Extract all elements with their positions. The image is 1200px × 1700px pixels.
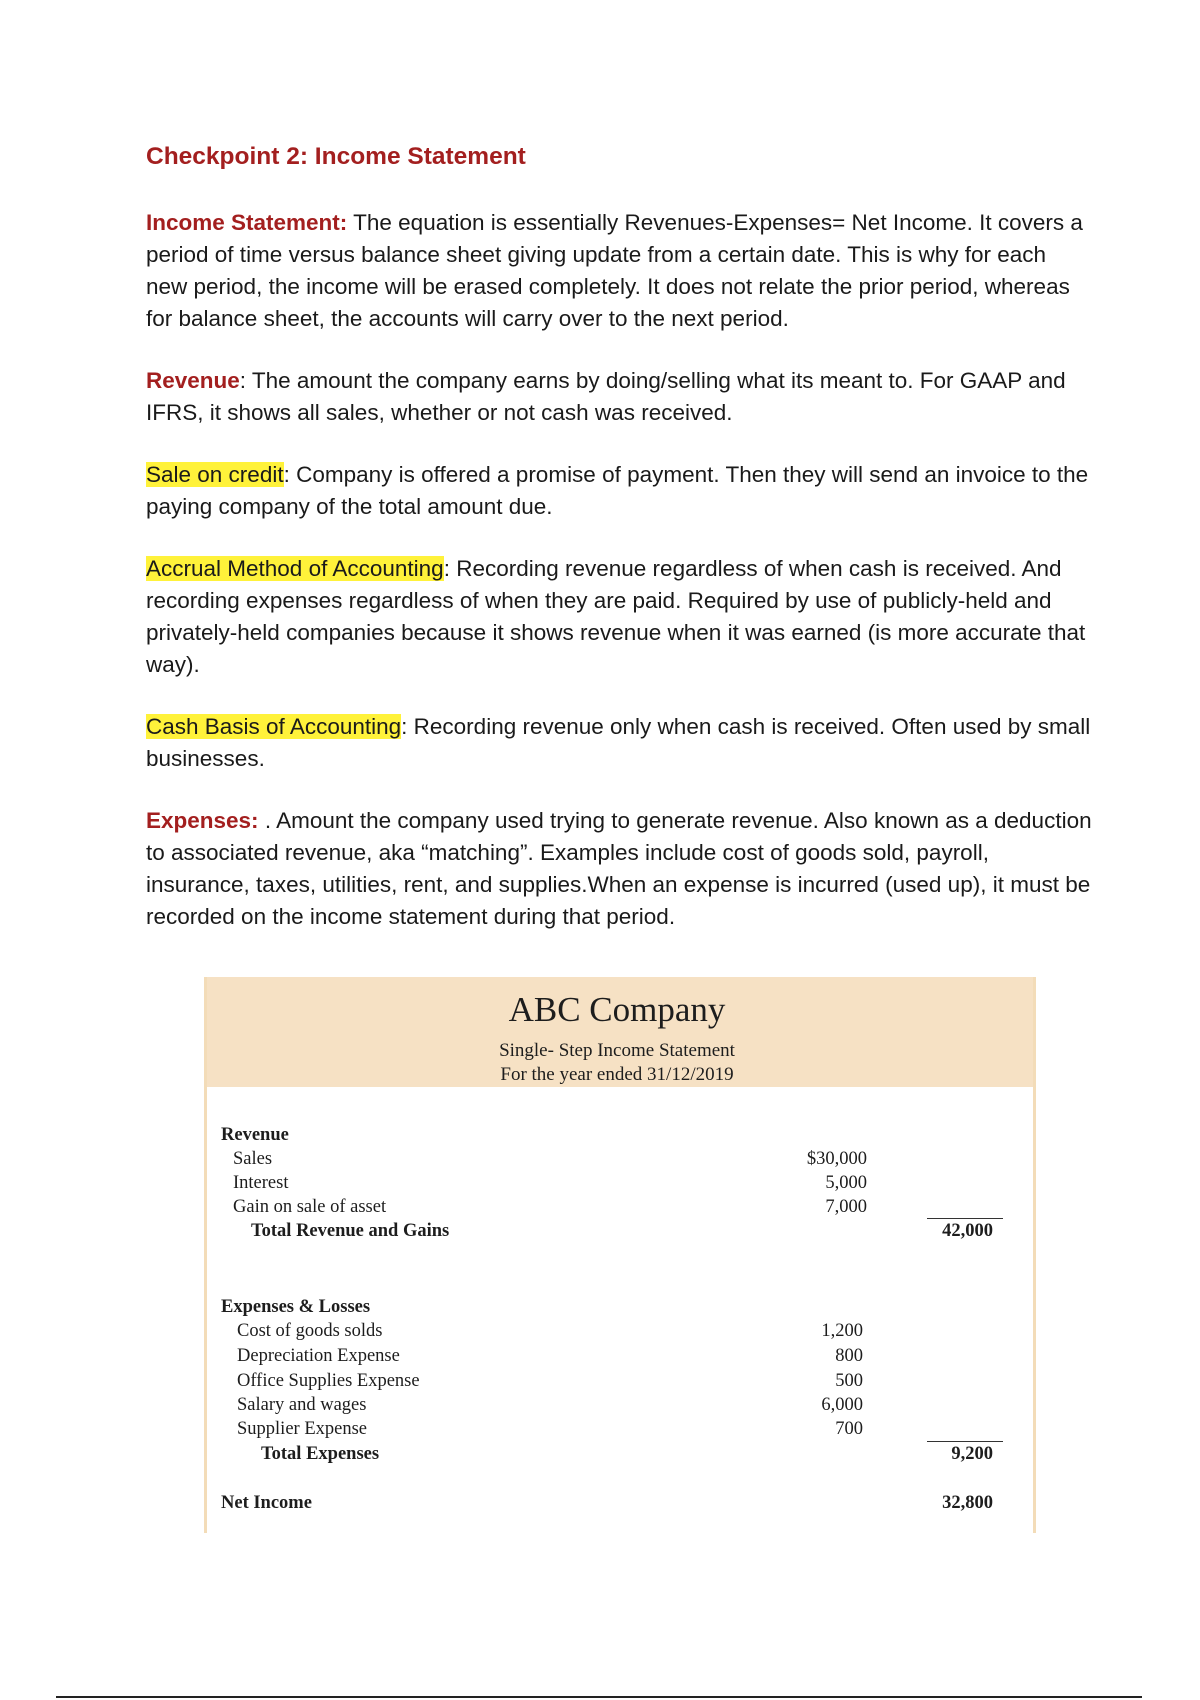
- paragraph-cash-basis: [146, 711, 1092, 775]
- line-item-label: Depreciation Expense: [237, 1346, 400, 1366]
- page-title: Checkpoint 2: Income Statement: [146, 143, 526, 170]
- paragraph-revenue: [146, 365, 1092, 429]
- paragraph-income-statement: [146, 207, 1092, 335]
- line-item-label: Interest: [233, 1173, 289, 1193]
- term-sale-on-credit: Sale on credit: [146, 462, 284, 488]
- statement-row: [207, 1393, 1033, 1418]
- line-item-label: Sales: [233, 1149, 273, 1169]
- statement-row: [207, 1319, 1033, 1344]
- statement-row: [207, 1344, 1033, 1369]
- line-item-label: Cost of goods solds: [237, 1321, 383, 1341]
- total-expenses-label: Total Expenses: [261, 1444, 380, 1464]
- line-item-label: Supplier Expense: [237, 1419, 367, 1439]
- line-item-amount: 6,000: [821, 1395, 863, 1415]
- net-income-amount: 32,800: [942, 1493, 993, 1513]
- revenue-heading: Revenue: [221, 1125, 289, 1145]
- statement-row: [207, 1417, 1033, 1442]
- total-revenue-label: Total Revenue and Gains: [251, 1221, 450, 1241]
- total-expenses-amount: 9,200: [951, 1444, 993, 1464]
- expenses-heading-row: [207, 1295, 1033, 1320]
- total-expenses-row: [207, 1442, 1033, 1467]
- definition-expenses: . Amount the company used trying to generate revenue. Also known as a deduction to associated revenue, aka “matching”. Examples include cost of goods sold, payroll, insurance, taxes, utilities, rent, and supplies.When an expense is incurred (used up), it must be recorded on the income statement during that period.: [146, 808, 1092, 930]
- revenue-heading-row: [207, 1123, 1033, 1148]
- statement-subtitle: Single- Step Income Statement: [499, 1040, 735, 1061]
- page-bottom-divider: [56, 1696, 1142, 1698]
- line-item-amount: 1,200: [821, 1321, 863, 1341]
- net-income-label: Net Income: [221, 1493, 312, 1513]
- term-expenses: Expenses:: [146, 808, 259, 834]
- definition-revenue: : The amount the company earns by doing/selling what its meant to. For GAAP and IFRS, it shows all sales, whether or not cash was received.: [146, 368, 1066, 426]
- paragraph-accrual: [146, 553, 1092, 681]
- document-body: [146, 142, 1092, 963]
- term-revenue: Revenue: [146, 368, 240, 394]
- line-item-amount: 7,000: [825, 1197, 867, 1217]
- definition-income-statement: The equation is essentially Revenues-Expenses= Net Income. It covers a period of time versus balance sheet giving update from a certain date. This is why for each new period, the income will be erased completely. It does not relate the prior period, whereas for balance sheet, the accounts will carry over to the next period.: [146, 210, 1083, 332]
- term-cash-basis: Cash Basis of Accounting: [146, 714, 402, 740]
- term-accrual: Accrual Method of Accounting: [146, 556, 444, 582]
- line-item-amount: 5,000: [825, 1173, 867, 1193]
- term-income-statement: Income Statement:: [146, 210, 348, 236]
- line-item-label: Gain on sale of asset: [233, 1197, 387, 1217]
- total-revenue-row: [207, 1219, 1033, 1244]
- total-revenue-amount: 42,000: [942, 1221, 993, 1241]
- company-name: ABC Company: [508, 990, 726, 1029]
- statement-row: [207, 1195, 1033, 1220]
- income-statement-figure: [204, 977, 1036, 1533]
- line-item-amount: 700: [835, 1419, 863, 1439]
- line-item-amount: $30,000: [806, 1149, 867, 1169]
- net-income-row: [207, 1491, 1033, 1516]
- statement-period: For the year ended 31/12/2019: [500, 1064, 734, 1085]
- line-item-amount: 500: [835, 1371, 863, 1391]
- expenses-heading: Expenses & Losses: [221, 1297, 371, 1317]
- line-item-amount: 800: [835, 1346, 863, 1366]
- line-item-label: Salary and wages: [237, 1395, 367, 1415]
- definition-accrual: : Recording revenue regardless of when cash is received. And recording expenses regardless of when they are paid. Required by use of publicly-held and privately-held companies because it shows revenue when it was earned (is more accurate that way).: [146, 556, 1086, 678]
- definition-cash-basis: : Recording revenue only when cash is received. Often used by small businesses.: [146, 714, 1091, 772]
- statement-row: [207, 1147, 1033, 1172]
- paragraph-expenses: [146, 805, 1092, 933]
- paragraph-sale-on-credit: [146, 459, 1092, 523]
- statement-row: [207, 1369, 1033, 1394]
- definition-sale-on-credit: : Company is offered a promise of payment. Then they will send an invoice to the paying company of the total amount due.: [146, 462, 1089, 520]
- statement-header: [207, 977, 1033, 1087]
- line-item-label: Office Supplies Expense: [237, 1371, 420, 1391]
- statement-row: [207, 1171, 1033, 1196]
